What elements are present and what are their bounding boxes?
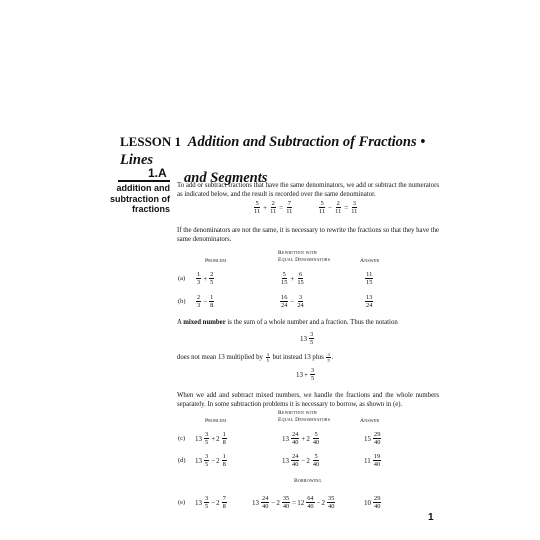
numerator: 24 (262, 495, 269, 502)
fraction (312, 431, 320, 446)
fraction (209, 271, 214, 286)
denominator: 5 (327, 358, 330, 363)
fraction (318, 200, 326, 215)
numerator: 24 (292, 431, 299, 438)
numerator: 3 (310, 331, 314, 338)
header-line: Rewritten with (278, 410, 317, 416)
table2-row-c-rewritten (282, 431, 321, 446)
operator: − (271, 498, 276, 507)
numerator: 3 (352, 200, 356, 207)
operator: + (203, 274, 208, 283)
whole-number: 2 (216, 434, 220, 443)
denominator: 5 (266, 358, 269, 363)
denominator: 40 (328, 503, 335, 510)
whole-number: 10 (364, 498, 371, 507)
whole-number: 2 (276, 498, 280, 507)
whole-number: 2 (306, 456, 310, 465)
header-line: Rewritten with (278, 250, 317, 256)
row-label: (e) (178, 499, 186, 506)
whole-number: 11 (364, 456, 371, 465)
whole-number: 2 (321, 498, 326, 507)
table1-row-b-rewritten (279, 294, 306, 309)
fraction (222, 431, 227, 446)
fraction (373, 453, 381, 468)
numerator: 29 (374, 495, 381, 502)
fraction (296, 271, 304, 286)
row-label: (d) (178, 457, 186, 464)
fraction (261, 495, 269, 510)
whole-number: 2 (216, 456, 220, 465)
mixed-ops-paragraph: When we add and subtract mixed numbers, we handle the fractions and the whole numbers separately. In some subtraction problems it is necessary to borrow, as shown in (e). (177, 392, 439, 408)
fraction (291, 453, 299, 468)
table1-row-b-answer (364, 294, 374, 309)
whole-number: 13 (252, 498, 259, 507)
fraction (310, 367, 315, 382)
operator: − (328, 203, 333, 212)
table2-row-c-answer (364, 431, 382, 446)
page-number: 1 (428, 512, 434, 523)
whole-number: 13 (195, 498, 202, 507)
denominator: 11 (254, 208, 261, 215)
operator: + (211, 434, 216, 443)
numerator: 6 (298, 271, 303, 278)
fraction (204, 495, 209, 510)
text: A (177, 319, 184, 326)
numerator: 7 (287, 200, 291, 207)
table1-row-b (178, 294, 215, 309)
numerator: 2 (336, 200, 340, 207)
denominator: 5 (310, 339, 314, 346)
header-line: Equal Denominators (278, 416, 331, 423)
denominator: 40 (282, 503, 290, 510)
lesson-title-line2: and Segments (184, 170, 268, 186)
intro-paragraph: To add or subtract fractions that have the same denominators, we add or subtract the numerators as indicated below, and the result is recorded over the same denominator. (177, 182, 439, 198)
denominator: 5 (205, 461, 209, 468)
operator: − (211, 456, 216, 465)
text: does not mean 13 multiplied by (177, 354, 265, 362)
denominator: 3 (197, 279, 201, 286)
section-title-line3: fractions (131, 204, 170, 214)
not-mean-paragraph (177, 352, 439, 363)
table2-header-rewritten (278, 410, 348, 423)
numerator: 2 (271, 200, 275, 207)
numerator: 1 (222, 431, 226, 438)
operator: + (304, 370, 308, 379)
equals: = (344, 203, 349, 212)
fraction (309, 331, 314, 346)
whole-number: 13 (300, 334, 307, 343)
lesson-label: LESSON 1 (120, 134, 182, 149)
lesson-title-line1: Addition and Subtraction of Fractions • Lines (120, 134, 426, 168)
whole-number: 2 (216, 498, 220, 507)
fraction (266, 352, 270, 363)
fraction (222, 453, 227, 468)
borrowing-header: Borrowing (294, 478, 322, 484)
fraction (327, 495, 335, 510)
text: but instead 13 plus (270, 354, 326, 362)
numerator: 64 (307, 495, 314, 502)
denominator: 40 (374, 439, 381, 446)
numerator: 5 (255, 200, 259, 207)
fraction (222, 495, 227, 510)
fraction (334, 200, 342, 215)
section-title-line1: addition and (116, 183, 170, 193)
text: . (331, 354, 334, 362)
table2-row-d-rewritten (282, 453, 321, 468)
table2-row-d (178, 453, 228, 468)
whole-number: 13 (195, 456, 202, 465)
denominator: 15 (297, 279, 304, 286)
whole-number: 13 (282, 456, 289, 465)
operator: − (290, 297, 295, 306)
table1-row-a-answer (364, 271, 374, 286)
mixed-notation (300, 331, 315, 346)
denominator: 5 (205, 503, 209, 510)
fraction (269, 200, 277, 215)
text: is the sum of a whole number and a fraction. Thus the notation (225, 319, 398, 326)
numerator: 2 (210, 271, 214, 278)
fraction (365, 271, 373, 286)
fraction (253, 200, 261, 215)
equals: = (279, 203, 284, 212)
numerator: 1 (222, 453, 226, 460)
numerator: 5 (282, 271, 286, 278)
denominator: 40 (292, 461, 299, 468)
whole-number: 13 (296, 370, 303, 379)
term-mixed-number: mixed number (183, 319, 226, 326)
operator: + (301, 434, 306, 443)
mixed-sum (296, 367, 316, 382)
operator: − (316, 498, 321, 507)
numerator: 19 (373, 453, 381, 460)
lesson-title (120, 133, 440, 187)
numerator: 3 (266, 352, 269, 357)
fraction (196, 294, 201, 309)
denominator: 5 (205, 439, 209, 446)
numerator: 3 (205, 453, 209, 460)
numerator: 3 (298, 294, 303, 301)
diff-denominators-paragraph: If the denominators are not the same, it is necessary to rewrite the fractions so that they have the same denominators. (177, 227, 439, 243)
fraction (373, 431, 381, 446)
fraction (196, 271, 201, 286)
example-add (252, 200, 294, 215)
operator: + (263, 203, 268, 212)
numerator: 3 (205, 431, 209, 438)
fraction (204, 453, 209, 468)
table2-row-c (178, 431, 228, 446)
operator: + (290, 274, 295, 283)
denominator: 11 (286, 208, 293, 215)
row-label: (b) (178, 298, 186, 305)
whole-number: 2 (306, 434, 310, 443)
section-title-line2: subtraction of (110, 193, 170, 204)
numerator: 35 (282, 495, 290, 502)
table2-row-d-answer (364, 453, 382, 468)
example-sub (317, 200, 359, 215)
numerator: 5 (320, 200, 324, 207)
numerator: 1 (210, 294, 214, 301)
fraction (312, 453, 320, 468)
row-label: (c) (178, 435, 186, 442)
denominator: 40 (292, 439, 299, 446)
denominator: 11 (270, 208, 277, 215)
denominator: 5 (210, 279, 214, 286)
operator: − (301, 456, 306, 465)
operator: − (211, 498, 216, 507)
denominator: 40 (312, 439, 320, 446)
whole-number: 13 (195, 434, 202, 443)
denominator: 11 (351, 208, 358, 215)
denominator: 8 (222, 439, 226, 446)
fraction (280, 294, 288, 309)
denominator: 40 (373, 461, 381, 468)
denominator: 15 (366, 279, 373, 286)
denominator: 40 (307, 503, 314, 510)
numerator: 3 (327, 352, 330, 357)
denominator: 24 (366, 302, 373, 309)
fraction (306, 495, 314, 510)
numerator: 5 (314, 431, 318, 438)
fraction (350, 200, 358, 215)
equals: = (292, 498, 297, 507)
denominator: 8 (210, 302, 214, 309)
numerator: 7 (222, 495, 226, 502)
table2-row-e-borrowing (252, 495, 336, 510)
section-rule (118, 180, 170, 182)
whole-number: 13 (282, 434, 289, 443)
denominator: 11 (319, 208, 326, 215)
numerator: 2 (197, 294, 201, 301)
numerator: 13 (366, 294, 373, 301)
whole-number: 15 (364, 434, 371, 443)
numerator: 1 (197, 271, 201, 278)
header-line: Equal Denominators (278, 256, 331, 263)
denominator: 8 (222, 503, 226, 510)
denominator: 11 (335, 208, 342, 215)
fraction (291, 431, 299, 446)
table1-row-a (178, 271, 215, 286)
numerator: 24 (292, 453, 299, 460)
table1-header-problem: Problem (205, 258, 227, 264)
table2-header-answer: Answer (360, 418, 380, 424)
numerator: 29 (374, 431, 381, 438)
mixed-number-paragraph (177, 318, 439, 327)
denominator: 40 (312, 461, 320, 468)
section-title (110, 183, 170, 215)
denominator: 15 (281, 279, 288, 286)
fraction (209, 294, 214, 309)
denominator: 5 (310, 375, 315, 382)
numerator: 11 (366, 271, 373, 278)
operator: − (203, 297, 208, 306)
fraction (282, 495, 290, 510)
fraction (204, 431, 209, 446)
table2-row-e-answer (364, 495, 382, 510)
numerator: 16 (281, 294, 288, 301)
denominator: 24 (281, 302, 288, 309)
fraction (373, 495, 381, 510)
denominator: 40 (374, 503, 381, 510)
numerator: 3 (205, 495, 209, 502)
numerator: 3 (310, 367, 315, 374)
whole-number: 12 (297, 498, 305, 507)
denominator: 40 (262, 503, 269, 510)
table2-row-e (178, 495, 228, 510)
fraction (365, 294, 373, 309)
denominator: 3 (197, 302, 201, 309)
fraction (326, 352, 330, 363)
numerator: 35 (328, 495, 335, 502)
table1-row-a-rewritten (279, 271, 306, 286)
row-label: (a) (178, 275, 186, 282)
table2-header-problem: Problem (205, 418, 227, 424)
fraction (280, 271, 288, 286)
denominator: 8 (222, 461, 226, 468)
table1-header-rewritten (278, 250, 348, 263)
section-number: 1.A (148, 166, 167, 180)
table1-header-answer: Answer (360, 258, 380, 264)
numerator: 5 (314, 453, 318, 460)
fraction (296, 294, 304, 309)
denominator: 24 (297, 302, 304, 309)
fraction (285, 200, 293, 215)
